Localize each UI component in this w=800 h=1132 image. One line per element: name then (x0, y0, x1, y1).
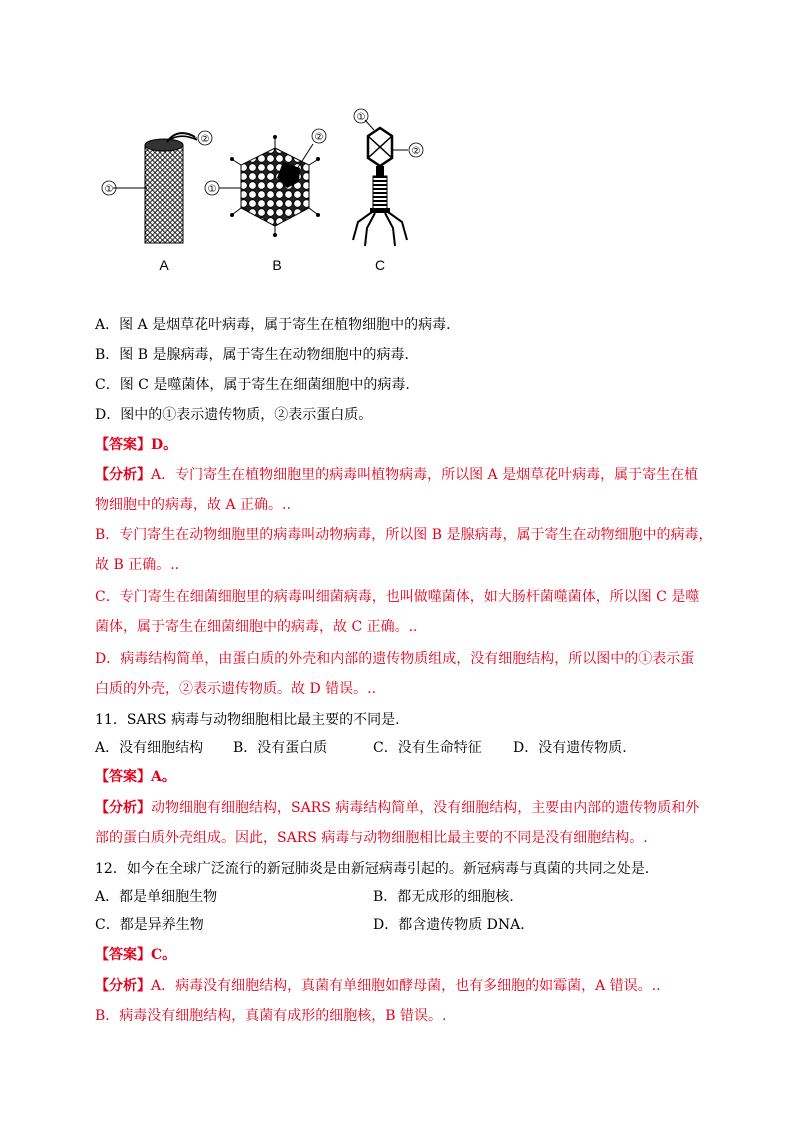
q10-analysis-c-line1: C．专门寄生在细菌细胞里的病毒叫细菌病毒，也叫做噬菌体，如大肠杆菌噬菌体，所以图 C 是噬 (95, 589, 700, 605)
q11-option-b: B．没有蛋白质 (233, 740, 328, 756)
q11-option-a: A．没有细胞结构 (95, 740, 204, 756)
analysis-text: 动物细胞有细胞结构，SARS 病毒结构简单，没有细胞结构，主要由内部的遗传物质和外 (151, 800, 700, 816)
q12-analysis-b: B．病毒没有细胞结构，真菌有成形的细胞核，B 错误。. (95, 1008, 447, 1024)
label-two-a: ② (200, 134, 210, 145)
q12-option-b: B．都无成形的细胞核. (373, 889, 514, 905)
q10-answer (95, 435, 177, 455)
q12-analysis-a (95, 976, 661, 996)
virus-c-drawing (353, 109, 423, 273)
answer-tag: 【答案】 (95, 769, 151, 785)
q12-option-d: D．都含遗传物质 DNA. (373, 917, 525, 933)
answer-value: A。 (151, 769, 176, 785)
q10-analysis-a-line2: 物细胞中的病毒，故 A 正确。.. (95, 497, 291, 513)
q10-analysis-d-line1: D．病毒结构简单，由蛋白质的外壳和内部的遗传物质组成，没有细胞结构，所以图中的①表示蛋 (95, 651, 695, 667)
virus-a-drawing (102, 131, 212, 273)
answer-tag: 【答案】 (95, 947, 151, 963)
q11-analysis-line1 (95, 798, 699, 818)
figure-label-b: B (272, 257, 282, 273)
q11-option-d: D．没有遗传物质. (513, 740, 627, 756)
q10-analysis-a-line1 (95, 465, 698, 485)
analysis-tag: 【分析】 (95, 800, 151, 816)
label-one-a: ① (104, 184, 114, 195)
figure-label-a: A (159, 257, 169, 273)
analysis-tag: 【分析】 (95, 978, 151, 994)
label-one-b: ① (207, 184, 217, 195)
q11-stem: 11．SARS 病毒与动物细胞相比最主要的不同是. (95, 712, 400, 728)
q10-option-c: C．图 C 是噬菌体，属于寄生在细菌细胞中的病毒. (95, 377, 410, 393)
q10-option-b: B．图 B 是腺病毒，属于寄生在动物细胞中的病毒. (95, 347, 409, 363)
answer-value: C。 (151, 947, 177, 963)
label-two-b: ② (314, 132, 324, 143)
figure-label-c: C (374, 257, 386, 273)
answer-value: D。 (151, 437, 178, 453)
answer-tag: 【答案】 (95, 437, 151, 453)
q10-analysis-b-line2: 故 B 正确。.. (95, 557, 180, 573)
q11-option-c: C．没有生命特征 (373, 740, 482, 756)
q10-analysis-b-line1: B．专门寄生在动物细胞里的病毒叫动物病毒，所以图 B 是腺病毒，属于寄生在动物细胞中的病毒， (95, 527, 713, 543)
analysis-text: A．专门寄生在植物细胞里的病毒叫植物病毒，所以图 A 是烟草花叶病毒，属于寄生在植 (151, 467, 699, 483)
q10-analysis-c-line2: 菌体，属于寄生在细菌细胞中的病毒，故 C 正确。.. (95, 619, 418, 635)
q11-answer (95, 767, 176, 787)
q12-answer (95, 945, 176, 965)
q12-option-c: C．都是异养生物 (95, 917, 204, 933)
q10-option-d: D．图中的①表示遗传物质，②表示蛋白质。 (95, 407, 373, 423)
analysis-text: A．病毒没有细胞结构，真菌有单细胞如酵母菌，也有多细胞的如霉菌，A 错误。.. (151, 978, 661, 994)
virus-figure (95, 100, 475, 290)
q10-option-a: A．图 A 是烟草花叶病毒，属于寄生在植物细胞中的病毒. (95, 317, 451, 333)
q12-stem: 12．如今在全球广泛流行的新冠肺炎是由新冠病毒引起的。新冠病毒与真菌的共同之处是. (95, 861, 650, 877)
analysis-tag: 【分析】 (95, 467, 151, 483)
virus-b-drawing (205, 129, 326, 273)
label-one-c: ① (356, 112, 366, 123)
q12-option-a: A．都是单细胞生物 (95, 889, 218, 905)
label-two-c: ② (411, 146, 421, 157)
q11-analysis-line2: 部的蛋白质外壳组成。因此，SARS 病毒与动物细胞相比最主要的不同是没有细胞结构。. (95, 830, 648, 846)
q10-analysis-d-line2: 白质的外壳，②表示遗传物质。故 D 错误。.. (95, 681, 377, 697)
